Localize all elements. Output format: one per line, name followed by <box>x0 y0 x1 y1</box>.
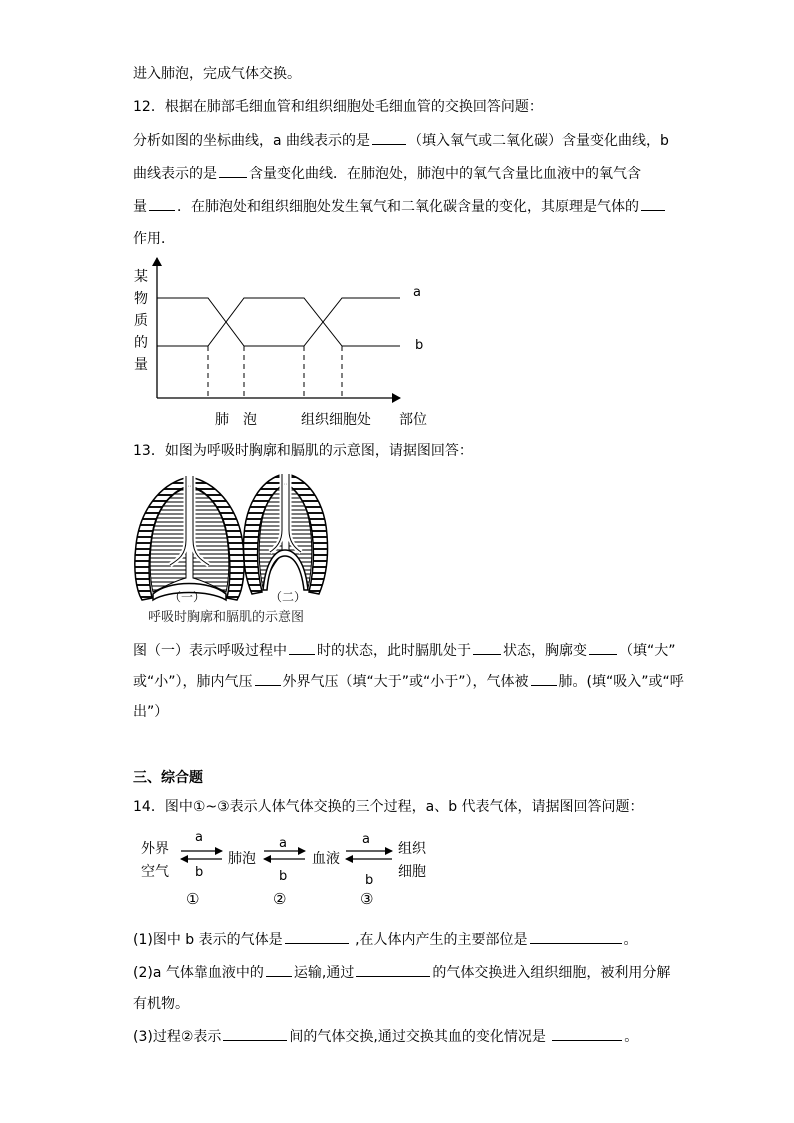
curve-a-label: a <box>413 285 421 300</box>
q12-text: （填入氧气或二氧化碳）含量变化曲线，b <box>408 133 669 149</box>
q12-line-4: 作用． <box>133 231 175 247</box>
arrow-label-a: a <box>362 832 370 847</box>
q14-text: (1)图中 b 表示的气体是 <box>133 932 283 948</box>
q14-text: 的气体交换进入组织细胞，被利用分解 <box>432 965 671 981</box>
node-text: 组织 <box>398 841 426 857</box>
q12-text: 量 <box>133 199 147 215</box>
q14-text: 。 <box>623 932 638 948</box>
figure-caption: 呼吸时胸廓和膈肌的示意图 <box>148 610 305 625</box>
node-text: 空气 <box>141 864 169 880</box>
q14-text: (2)a 气体靠血液中的 <box>133 965 264 981</box>
arrow-label-a: a <box>279 836 287 851</box>
node-alveoli: 肺泡 <box>228 851 256 867</box>
answer-blank[interactable] <box>223 1026 287 1041</box>
q14-part-1 <box>133 929 638 950</box>
q14-text: 运输,通过 <box>293 965 355 981</box>
q13-text: 外界气压（填“大于”或“小于”），气体被 <box>282 674 529 690</box>
answer-blank[interactable] <box>266 962 292 977</box>
q14-part-2 <box>133 962 670 983</box>
q13-text: （填“大” <box>619 643 676 659</box>
y-label-char: 量 <box>134 357 148 373</box>
q14-text: ,在人体内产生的主要部位是 <box>350 932 528 948</box>
figure-2-label: （二） <box>270 590 307 604</box>
answer-blank[interactable] <box>530 929 622 944</box>
arrow-label-b: b <box>279 869 288 884</box>
q12-text: ．在肺泡处和组织细胞处发生氧气和二氧化碳含量的变化，其原理是气体的 <box>177 199 639 215</box>
step-marker-3: ③ <box>360 890 374 908</box>
figure-1-label: （一） <box>169 590 206 604</box>
q12-title: 12．根据在肺部毛细血管和组织细胞处毛细血管的交换回答问题： <box>133 99 543 115</box>
y-label-char: 某 <box>134 269 148 285</box>
x-label-tissue: 组织细胞处 <box>301 412 371 428</box>
q14-text: 间的气体交换,通过交换其血的变化情况是 <box>289 1029 551 1045</box>
q13-text: 或“小”），肺内气压 <box>133 674 253 690</box>
q13-text: 状态，胸廓变 <box>503 643 587 659</box>
answer-blank[interactable] <box>552 1026 622 1041</box>
q14-text: (3)过程②表示 <box>133 1029 222 1045</box>
arrow-label-a: a <box>195 830 203 845</box>
intro-tail-text: 进入肺泡，完成气体交换。 <box>133 66 301 82</box>
arrow-label-b: b <box>195 865 204 880</box>
q12-text: 分析如图的坐标曲线，a 曲线表示的是 <box>133 133 371 149</box>
answer-blank[interactable] <box>356 962 430 977</box>
curve-b-label: b <box>415 338 424 353</box>
step-marker-2: ② <box>273 890 287 908</box>
q13-line-3: 出”） <box>133 704 169 720</box>
section-heading: 三、综合题 <box>133 770 203 786</box>
x-label-site: 部位 <box>399 412 427 428</box>
q14-title: 14．图中①~③表示人体气体交换的三个过程，a、b 代表气体，请据图回答问题： <box>133 799 644 815</box>
q13-text: 时的状态，此时膈肌处于 <box>317 643 471 659</box>
q12-text: 含量变化曲线．在肺泡处，肺泡中的氧气含量比血液中的氧气含 <box>249 166 641 182</box>
q14-text: 。 <box>624 1029 639 1045</box>
y-label-char: 质 <box>134 313 148 329</box>
q13-text: 图（一）表示呼吸过程中 <box>133 643 287 659</box>
y-label-char: 的 <box>134 335 148 351</box>
q13-text: 肺。(填“吸入”或“呼 <box>558 674 684 690</box>
x-label-alveoli: 肺 泡 <box>215 412 257 428</box>
node-blood: 血液 <box>312 851 340 867</box>
q13-title: 13．如图为呼吸时胸廓和膈肌的示意图，请据图回答： <box>133 443 473 459</box>
step-marker-1: ① <box>186 890 200 908</box>
arrow-label-b: b <box>365 873 374 888</box>
node-text: 外界 <box>141 841 169 857</box>
q14-part-2-cont: 有机物。 <box>133 996 189 1012</box>
answer-blank[interactable] <box>285 929 349 944</box>
node-text: 细胞 <box>398 864 426 880</box>
q12-text: 曲线表示的是 <box>133 166 217 182</box>
q14-part-3 <box>133 1026 638 1047</box>
y-label-char: 物 <box>134 291 148 307</box>
